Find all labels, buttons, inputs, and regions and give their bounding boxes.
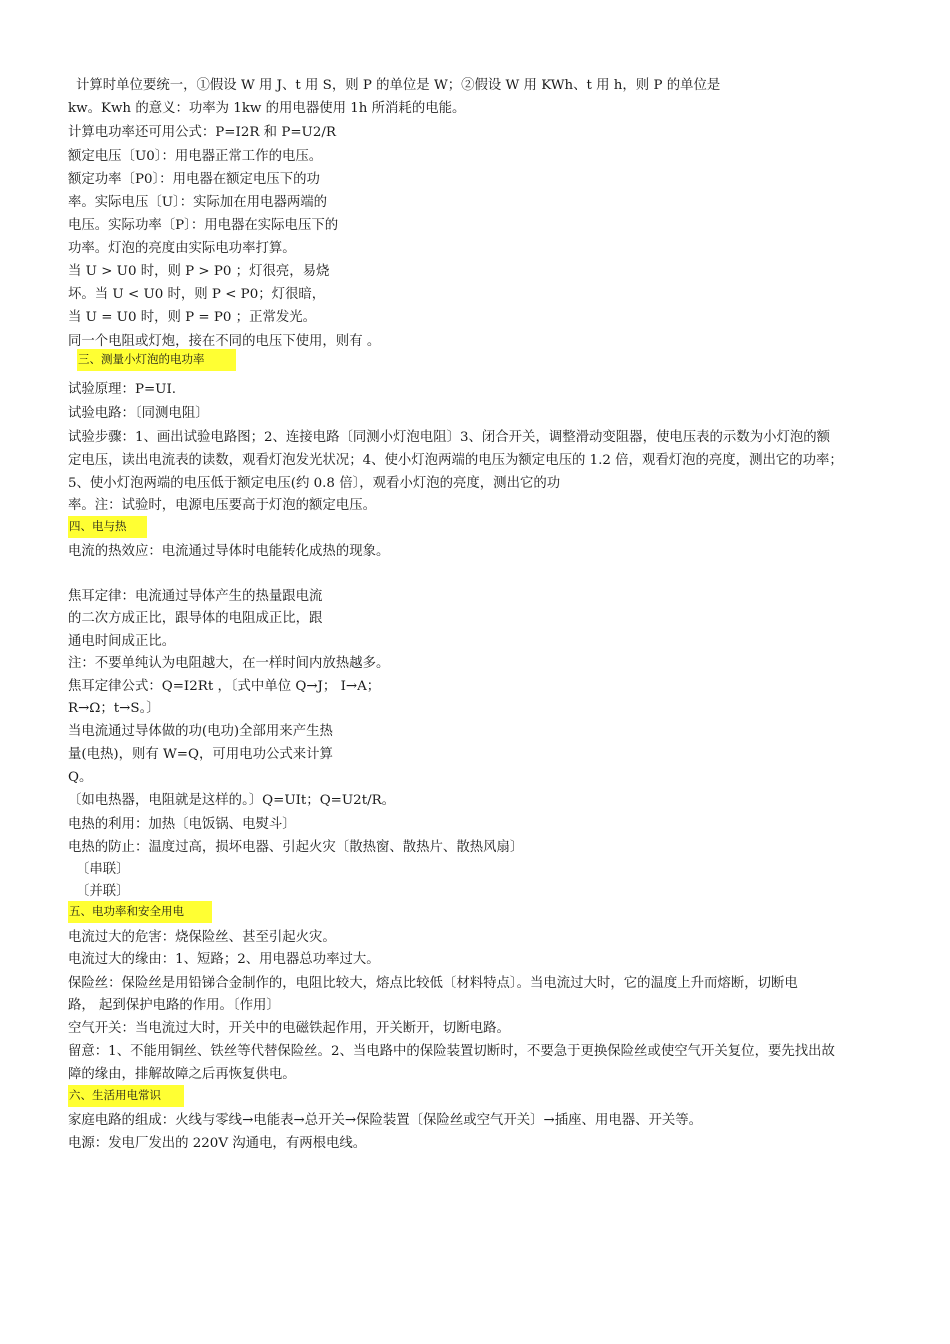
text-line: 额定电压〔U0〕：用电器正常工作的电压。 bbox=[68, 149, 323, 164]
text-line: 焦耳定律：电流通过导体产生的热量跟电流 bbox=[68, 589, 323, 604]
text-line: 留意：1、不能用铜丝、铁丝等代替保险丝。2、当电路中的保险装置切断时，不要急于更换保险丝或使空气开关复位，要先找出故 bbox=[68, 1044, 835, 1059]
section-heading-6: 六、生活用电常识 bbox=[68, 1085, 184, 1107]
section-heading-4: 四、电与热 bbox=[68, 516, 147, 538]
text-line: 保险丝：保险丝是用铅锑合金制作的，电阻比较大，熔点比较低〔材料特点〕。当电流过大时，它的温度上升而熔断，切断电 bbox=[68, 976, 798, 991]
text-line: 同一个电阻或灯炮，接在不同的电压下使用，则有 。 bbox=[68, 334, 381, 349]
text-line: 电流过大的缘由：1、短路；2、用电器总功率过大。 bbox=[68, 952, 380, 967]
text-line: 注：不要单纯认为电阻越大，在一样时间内放热越多。 bbox=[68, 656, 390, 671]
text-line: 电流过大的危害：烧保险丝、甚至引起火灾。 bbox=[68, 930, 336, 945]
text-line: 试验电路：〔同测电阻〕 bbox=[68, 406, 209, 421]
text-line: 坏。当 U < U0 时，则 P < P0；灯很暗， bbox=[68, 287, 326, 302]
text-line: 电源：发电厂发出的 220V 沟通电，有两根电线。 bbox=[68, 1136, 367, 1151]
text-line: 计算电功率还可用公式：P=I2R 和 P=U2/R bbox=[68, 125, 336, 140]
text-line: 家庭电路的组成：火线与零线→电能表→总开关→保险装置〔保险丝或空气开关〕→插座、用电器、开关等。 bbox=[68, 1113, 703, 1128]
text-line: 电压。实际功率〔P〕：用电器在实际电压下的 bbox=[68, 218, 339, 233]
text-line: 额定功率〔P0〕：用电器在额定电压下的功 bbox=[68, 172, 320, 187]
text-line: 率。实际电压〔U〕：实际加在用电器两端的 bbox=[68, 195, 328, 210]
text-line: 5、使小灯泡两端的电压低于额定电压(约 0.8 倍〕，观看小灯泡的亮度，测出它的功 bbox=[68, 476, 561, 491]
text-line: 焦耳定律公式：Q=I2Rt ，〔式中单位 Q→J； I→A； bbox=[68, 679, 381, 694]
section-heading-3: 三、测量小灯泡的电功率 bbox=[77, 349, 236, 371]
text-line: 功率。灯泡的亮度由实际电功率打算。 bbox=[68, 241, 296, 256]
text-line: 〔如电热器，电阻就是这样的。〕Q=UIt；Q=U2t/R。 bbox=[68, 793, 396, 808]
text-line: 电热的防止：温度过高，损坏电器、引起火灾〔散热窗、散热片、散热风扇〕 bbox=[68, 840, 524, 855]
text-line: 当 U = U0 时，则 P = P0 ；正常发光。 bbox=[68, 310, 317, 325]
text-line: 当电流通过导体做的功(电功)全部用来产生热 bbox=[68, 724, 333, 739]
text-line: 障的缘由，排解故障之后再恢复供电。 bbox=[68, 1067, 296, 1082]
text-line: 量(电热)，则有 W=Q，可用电功公式来计算 bbox=[68, 747, 333, 762]
text-line: 试验原理：P=UI. bbox=[68, 382, 177, 397]
text-line: 〔串联〕 bbox=[76, 862, 130, 877]
text-line: 定电压，读出电流表的读数，观看灯泡发光状况；4、使小灯泡两端的电压为额定电压的 1.2 倍，观看灯泡的亮度，测出它的功率； bbox=[68, 453, 843, 468]
text-line: 空气开关：当电流过大时，开关中的电磁铁起作用，开关断开，切断电路。 bbox=[68, 1021, 510, 1036]
text-line: Q。 bbox=[68, 770, 93, 785]
text-line: 〔并联〕 bbox=[76, 884, 130, 899]
text-line: 电热的利用：加热〔电饭锅、电熨斗〕 bbox=[68, 817, 296, 832]
text-line: 试验步骤：1、画出试验电路图；2、连接电路〔同测小灯泡电阻〕3、闭合开关，调整滑动变阻器，使电压表的示数为小灯泡的额 bbox=[68, 430, 831, 445]
text-line: 通电时间成正比。 bbox=[68, 634, 176, 649]
text-line: 计算时单位要统一，①假设 W 用 J、t 用 S，则 P 的单位是 W；②假设 W 用 KWh、t 用 h，则 P 的单位是 bbox=[76, 78, 721, 93]
text-line: 当 U > U0 时，则 P > P0 ；灯很亮，易烧 bbox=[68, 264, 330, 279]
text-line: 路， 起到保护电路的作用。〔作用〕 bbox=[68, 998, 280, 1013]
text-line: 率。注：试验时，电源电压要高于灯泡的额定电压。 bbox=[68, 498, 376, 513]
text-line: kw。Kwh 的意义：功率为 1kw 的用电器使用 1h 所消耗的电能。 bbox=[68, 101, 466, 116]
text-line: R→Ω；t→S。〕 bbox=[68, 701, 160, 716]
text-line: 电流的热效应：电流通过导体时电能转化成热的现象。 bbox=[68, 544, 390, 559]
section-heading-5: 五、电功率和安全用电 bbox=[68, 901, 212, 923]
text-line: 的二次方成正比，跟导体的电阻成正比，跟 bbox=[68, 611, 323, 626]
